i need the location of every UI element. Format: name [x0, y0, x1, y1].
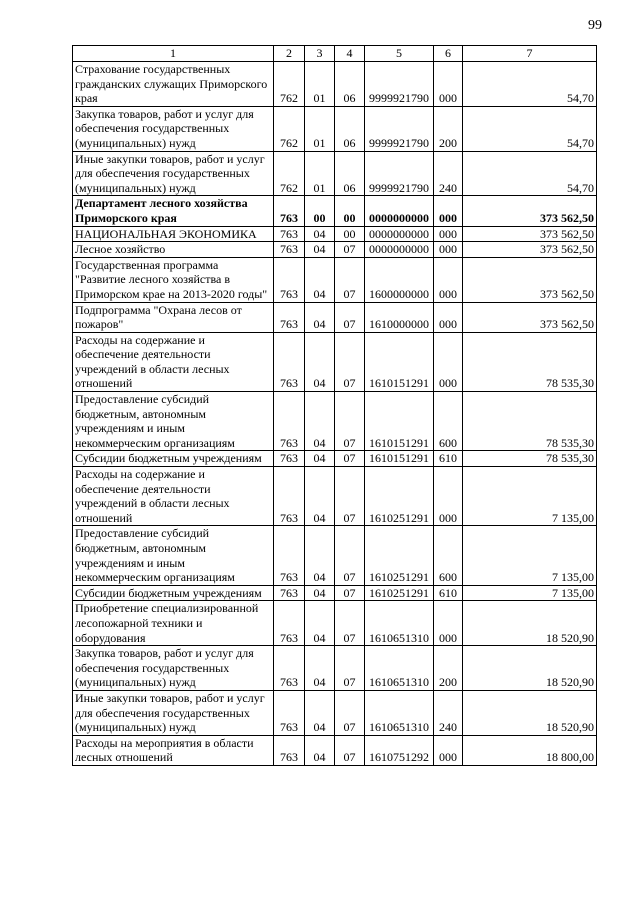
cell-name: Департамент лесного хозяйства Приморского края: [73, 196, 274, 226]
cell-target-article: 1610151291: [365, 332, 434, 391]
table-row: [73, 646, 597, 691]
cell-amount: 373 562,50: [463, 226, 597, 242]
cell-expense-type: 240: [434, 151, 463, 196]
cell-ministry-code: 762: [274, 62, 305, 107]
cell-target-article: 1610251291: [365, 526, 434, 585]
cell-section: 01: [305, 151, 335, 196]
header-row: [73, 46, 597, 62]
cell-name: Предоставление субсидий бюджетным, автономным учреждениям и иным некоммерческим организациям: [73, 392, 274, 451]
cell-amount: 373 562,50: [463, 257, 597, 302]
cell-target-article: 1610151291: [365, 451, 434, 467]
cell-amount: 78 535,30: [463, 451, 597, 467]
header-col-7: 7: [463, 46, 597, 62]
table-row: [73, 467, 597, 526]
cell-amount: 7 135,00: [463, 585, 597, 601]
cell-name: НАЦИОНАЛЬНАЯ ЭКОНОМИКА: [73, 226, 274, 242]
cell-expense-type: 240: [434, 690, 463, 735]
cell-section: 01: [305, 106, 335, 151]
cell-target-article: 1610651310: [365, 646, 434, 691]
budget-table: [72, 45, 597, 766]
cell-ministry-code: 763: [274, 526, 305, 585]
cell-name: Страхование государственных гражданских служащих Приморского края: [73, 62, 274, 107]
header-col-2: 2: [274, 46, 305, 62]
cell-name: Расходы на содержание и обеспечение деятельности учреждений в области лесных отношений: [73, 332, 274, 391]
cell-expense-type: 000: [434, 226, 463, 242]
header-col-5: 5: [365, 46, 434, 62]
table-row: [73, 106, 597, 151]
cell-amount: 54,70: [463, 106, 597, 151]
cell-name: Приобретение специализированной лесопожарной техники и оборудования: [73, 601, 274, 646]
cell-target-article: 0000000000: [365, 242, 434, 258]
cell-expense-type: 000: [434, 257, 463, 302]
cell-section: 04: [305, 585, 335, 601]
cell-target-article: 9999921790: [365, 106, 434, 151]
table-row: [73, 62, 597, 107]
cell-subsection: 07: [335, 526, 365, 585]
cell-target-article: 1600000000: [365, 257, 434, 302]
cell-section: 04: [305, 257, 335, 302]
cell-amount: 373 562,50: [463, 196, 597, 226]
table-row: [73, 526, 597, 585]
cell-ministry-code: 763: [274, 332, 305, 391]
table-row: [73, 601, 597, 646]
cell-expense-type: 000: [434, 242, 463, 258]
table-row: [73, 585, 597, 601]
cell-amount: 18 520,90: [463, 601, 597, 646]
cell-name: Субсидии бюджетным учреждениям: [73, 585, 274, 601]
cell-name: Закупка товаров, работ и услуг для обеспечения государственных (муниципальных) нужд: [73, 646, 274, 691]
cell-section: 04: [305, 332, 335, 391]
cell-section: 04: [305, 467, 335, 526]
header-col-4: 4: [335, 46, 365, 62]
cell-amount: 78 535,30: [463, 332, 597, 391]
cell-amount: 54,70: [463, 151, 597, 196]
cell-expense-type: 200: [434, 106, 463, 151]
cell-amount: 7 135,00: [463, 526, 597, 585]
cell-ministry-code: 763: [274, 690, 305, 735]
cell-subsection: 07: [335, 735, 365, 765]
cell-section: 04: [305, 646, 335, 691]
cell-section: 04: [305, 735, 335, 765]
header-col-1: 1: [73, 46, 274, 62]
cell-subsection: 00: [335, 196, 365, 226]
cell-target-article: 1610651310: [365, 601, 434, 646]
cell-target-article: 1610251291: [365, 467, 434, 526]
cell-section: 04: [305, 451, 335, 467]
cell-subsection: 07: [335, 646, 365, 691]
cell-subsection: 07: [335, 451, 365, 467]
table-row: [73, 196, 597, 226]
table-row: [73, 151, 597, 196]
cell-expense-type: 000: [434, 196, 463, 226]
cell-amount: 78 535,30: [463, 392, 597, 451]
header-col-6: 6: [434, 46, 463, 62]
cell-subsection: 00: [335, 226, 365, 242]
table-row: [73, 302, 597, 332]
table-row: [73, 226, 597, 242]
cell-section: 04: [305, 690, 335, 735]
cell-section: 04: [305, 526, 335, 585]
cell-subsection: 07: [335, 585, 365, 601]
cell-target-article: 1610151291: [365, 392, 434, 451]
cell-ministry-code: 763: [274, 302, 305, 332]
cell-expense-type: 000: [434, 332, 463, 391]
cell-ministry-code: 763: [274, 585, 305, 601]
cell-target-article: 9999921790: [365, 62, 434, 107]
cell-ministry-code: 763: [274, 451, 305, 467]
cell-subsection: 06: [335, 62, 365, 107]
table-row: [73, 451, 597, 467]
cell-subsection: 06: [335, 106, 365, 151]
cell-ministry-code: 763: [274, 226, 305, 242]
table-body: [73, 62, 597, 766]
cell-subsection: 07: [335, 467, 365, 526]
cell-amount: 7 135,00: [463, 467, 597, 526]
cell-amount: 18 520,90: [463, 646, 597, 691]
cell-ministry-code: 762: [274, 151, 305, 196]
cell-amount: 18 520,90: [463, 690, 597, 735]
cell-expense-type: 200: [434, 646, 463, 691]
cell-section: 04: [305, 601, 335, 646]
cell-expense-type: 600: [434, 392, 463, 451]
cell-section: 04: [305, 392, 335, 451]
cell-name: Расходы на содержание и обеспечение деятельности учреждений в области лесных отношений: [73, 467, 274, 526]
cell-name: Подпрограмма "Охрана лесов от пожаров": [73, 302, 274, 332]
cell-name: Лесное хозяйство: [73, 242, 274, 258]
cell-expense-type: 000: [434, 467, 463, 526]
table-row: [73, 257, 597, 302]
cell-subsection: 07: [335, 332, 365, 391]
cell-ministry-code: 763: [274, 242, 305, 258]
cell-subsection: 07: [335, 690, 365, 735]
cell-section: 04: [305, 226, 335, 242]
cell-target-article: 0000000000: [365, 226, 434, 242]
cell-subsection: 07: [335, 257, 365, 302]
cell-target-article: 9999921790: [365, 151, 434, 196]
cell-ministry-code: 763: [274, 467, 305, 526]
cell-name: Государственная программа "Развитие лесного хозяйства в Приморском крае на 2013-2020 годы": [73, 257, 274, 302]
cell-amount: 18 800,00: [463, 735, 597, 765]
cell-target-article: 1610651310: [365, 690, 434, 735]
cell-target-article: 1610751292: [365, 735, 434, 765]
table-row: [73, 690, 597, 735]
page-number: 99: [588, 18, 602, 33]
cell-ministry-code: 763: [274, 392, 305, 451]
cell-section: 04: [305, 302, 335, 332]
cell-ministry-code: 763: [274, 601, 305, 646]
cell-name: Расходы на мероприятия в области лесных отношений: [73, 735, 274, 765]
cell-ministry-code: 762: [274, 106, 305, 151]
cell-name: Иные закупки товаров, работ и услуг для обеспечения государственных (муниципальных) нужд: [73, 151, 274, 196]
table-row: [73, 242, 597, 258]
cell-target-article: 1610251291: [365, 585, 434, 601]
cell-expense-type: 610: [434, 451, 463, 467]
cell-name: Закупка товаров, работ и услуг для обеспечения государственных (муниципальных) нужд: [73, 106, 274, 151]
table-row: [73, 332, 597, 391]
cell-ministry-code: 763: [274, 257, 305, 302]
cell-ministry-code: 763: [274, 735, 305, 765]
cell-subsection: 07: [335, 302, 365, 332]
cell-expense-type: 000: [434, 735, 463, 765]
cell-expense-type: 600: [434, 526, 463, 585]
cell-amount: 54,70: [463, 62, 597, 107]
cell-expense-type: 000: [434, 302, 463, 332]
cell-target-article: 1610000000: [365, 302, 434, 332]
cell-amount: 373 562,50: [463, 302, 597, 332]
cell-name: Иные закупки товаров, работ и услуг для обеспечения государственных (муниципальных) нужд: [73, 690, 274, 735]
table-row: [73, 735, 597, 765]
cell-section: 01: [305, 62, 335, 107]
cell-subsection: 07: [335, 242, 365, 258]
cell-section: 04: [305, 242, 335, 258]
cell-subsection: 06: [335, 151, 365, 196]
header-col-3: 3: [305, 46, 335, 62]
cell-subsection: 07: [335, 392, 365, 451]
cell-subsection: 07: [335, 601, 365, 646]
cell-ministry-code: 763: [274, 646, 305, 691]
cell-expense-type: 000: [434, 601, 463, 646]
cell-expense-type: 000: [434, 62, 463, 107]
cell-ministry-code: 763: [274, 196, 305, 226]
cell-name: Предоставление субсидий бюджетным, автономным учреждениям и иным некоммерческим организациям: [73, 526, 274, 585]
cell-target-article: 0000000000: [365, 196, 434, 226]
cell-section: 00: [305, 196, 335, 226]
cell-name: Субсидии бюджетным учреждениям: [73, 451, 274, 467]
table-row: [73, 392, 597, 451]
cell-amount: 373 562,50: [463, 242, 597, 258]
cell-expense-type: 610: [434, 585, 463, 601]
